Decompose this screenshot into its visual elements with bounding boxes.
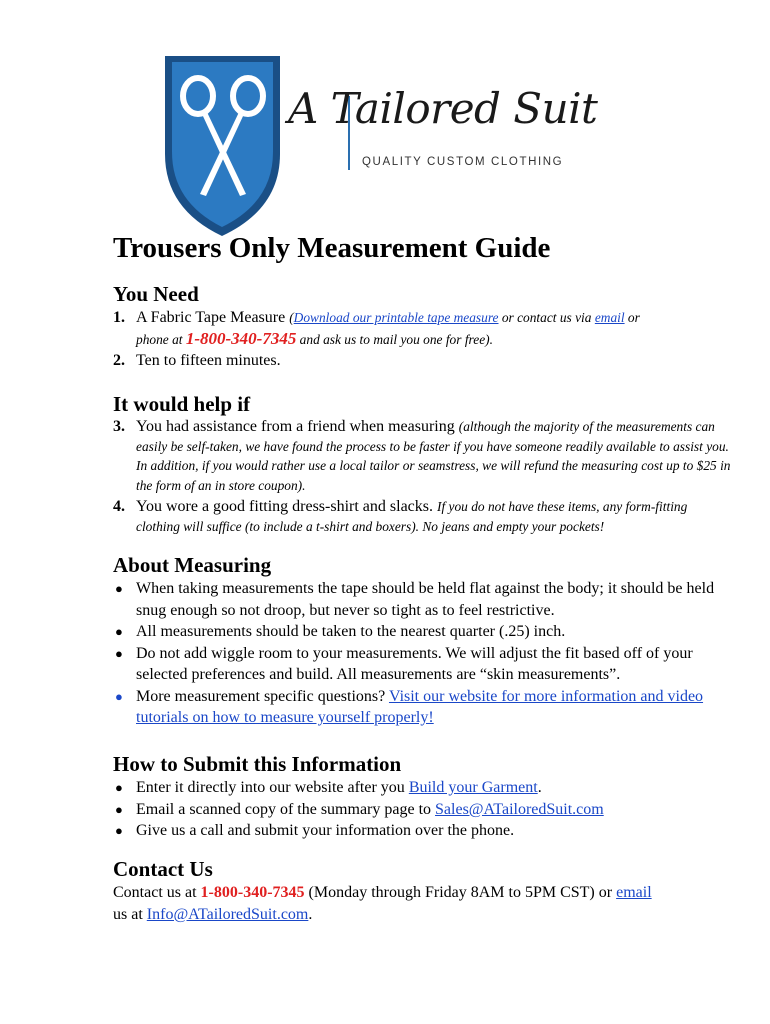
note-text: or contact us via xyxy=(498,310,595,325)
list-item xyxy=(113,497,733,536)
logo-wordmark: A Tailored Suit xyxy=(288,84,598,133)
bullet-icon: ● xyxy=(115,823,123,838)
contact-email-link[interactable]: email xyxy=(616,884,652,901)
section-heading: About Measuring xyxy=(113,553,272,577)
section-about-measuring xyxy=(113,552,733,729)
logo-tagline: QUALITY CUSTOM CLOTHING xyxy=(362,156,564,168)
item-text: Enter it directly into our website after you xyxy=(136,779,409,796)
item-text: Do not add wiggle room to your measurements. We will adjust the fit based off of your selected preferences and build. All measurements are “skin measurements”. xyxy=(136,644,693,683)
list-item xyxy=(113,578,733,621)
bullet-icon: ● xyxy=(115,780,123,795)
bullet-icon: ● xyxy=(115,645,123,661)
website-tutorials-link[interactable]: Visit our website for more information and video tutorials on how to measure yourself properly! xyxy=(136,687,704,726)
email-link[interactable]: email xyxy=(594,310,625,325)
you-need-list xyxy=(113,307,733,371)
section-heading: How to Submit this Information xyxy=(113,752,402,776)
note-text: phone at xyxy=(136,332,186,347)
help-list xyxy=(113,417,733,536)
bullet-icon: ● xyxy=(115,688,123,704)
build-garment-link[interactable]: Build your Garment xyxy=(408,779,538,796)
list-item xyxy=(113,350,733,371)
note-text: or xyxy=(624,310,640,325)
note-text: and ask us to mail you one for free). xyxy=(296,332,493,347)
item-number: 2. xyxy=(113,352,125,369)
item-text: Give us a call and submit your information over the phone. xyxy=(136,822,515,839)
item-text: A Fabric Tape Measure xyxy=(136,309,286,326)
phone-number: 1-800-340-7345 xyxy=(185,329,297,348)
submit-list xyxy=(113,777,733,842)
item-text: You wore a good fitting dress-shirt and slacks. xyxy=(136,498,438,515)
item-text: All measurements should be taken to the nearest quarter (.25) inch. xyxy=(136,623,566,640)
section-submit xyxy=(113,751,733,842)
item-text: You had assistance from a friend when measuring xyxy=(136,418,459,435)
list-item xyxy=(113,643,733,686)
item-text: Ten to fifteen minutes. xyxy=(136,352,281,369)
item-note: If you do not have these items, any form-fitting clothing will suffice (to include a t-shirt and boxers). No jeans and empty your pockets! xyxy=(136,499,688,534)
item-text: . xyxy=(537,779,542,796)
list-item xyxy=(113,686,733,729)
contact-text-part: Contact us at xyxy=(113,884,201,901)
phone-number: 1-800-340-7345 xyxy=(200,884,305,901)
list-item xyxy=(113,417,733,495)
list-item xyxy=(113,307,733,350)
contact-text-part: . xyxy=(308,905,313,923)
list-item xyxy=(113,820,733,842)
page-title: Trousers Only Measurement Guide xyxy=(113,232,551,264)
section-heading: It would help if xyxy=(113,392,251,416)
about-list xyxy=(113,578,733,729)
item-number: 1. xyxy=(113,309,125,326)
contact-text-part: (Monday through Friday 8AM to 5PM CST) or xyxy=(304,884,617,901)
list-item xyxy=(113,777,733,799)
list-item xyxy=(113,799,733,821)
info-email-link[interactable]: Info@ATailoredSuit.com xyxy=(146,905,309,923)
note-text: ( xyxy=(289,310,294,325)
item-text: Email a scanned copy of the summary page to xyxy=(136,800,436,818)
section-help xyxy=(113,391,733,536)
item-text: More measurement specific questions? xyxy=(136,687,389,705)
item-number: 3. xyxy=(113,418,125,435)
item-text: When taking measurements the tape should be held flat against the body; it should be held snug enough so not droop, but never so tight as to feel restrictive. xyxy=(136,580,715,619)
contact-text xyxy=(113,882,733,925)
bullet-icon: ● xyxy=(115,801,123,817)
bullet-icon: ● xyxy=(115,581,123,596)
contact-text-part: us at xyxy=(113,905,147,923)
item-note: (although the majority of the measurements can easily be self-taken, we have found the process to be faster if you have someone readily available to assist you. In addition, if you would rather use a local tailor or seamstress, we will refund the measuring cost up to $25 in the form of an in store coupon). xyxy=(136,419,731,493)
section-contact xyxy=(113,856,733,925)
section-heading: You Need xyxy=(113,282,199,306)
item-number: 4. xyxy=(113,498,125,515)
sales-email-link[interactable]: Sales@ATailoredSuit.com xyxy=(435,800,604,818)
list-item xyxy=(113,621,733,643)
section-heading: Contact Us xyxy=(113,857,213,881)
download-tape-measure-link[interactable]: Download our printable tape measure xyxy=(293,310,499,325)
bullet-icon: ● xyxy=(115,624,123,639)
brand-logo xyxy=(160,44,600,244)
shield-scissors-icon xyxy=(160,44,290,244)
section-you-need xyxy=(113,281,733,371)
